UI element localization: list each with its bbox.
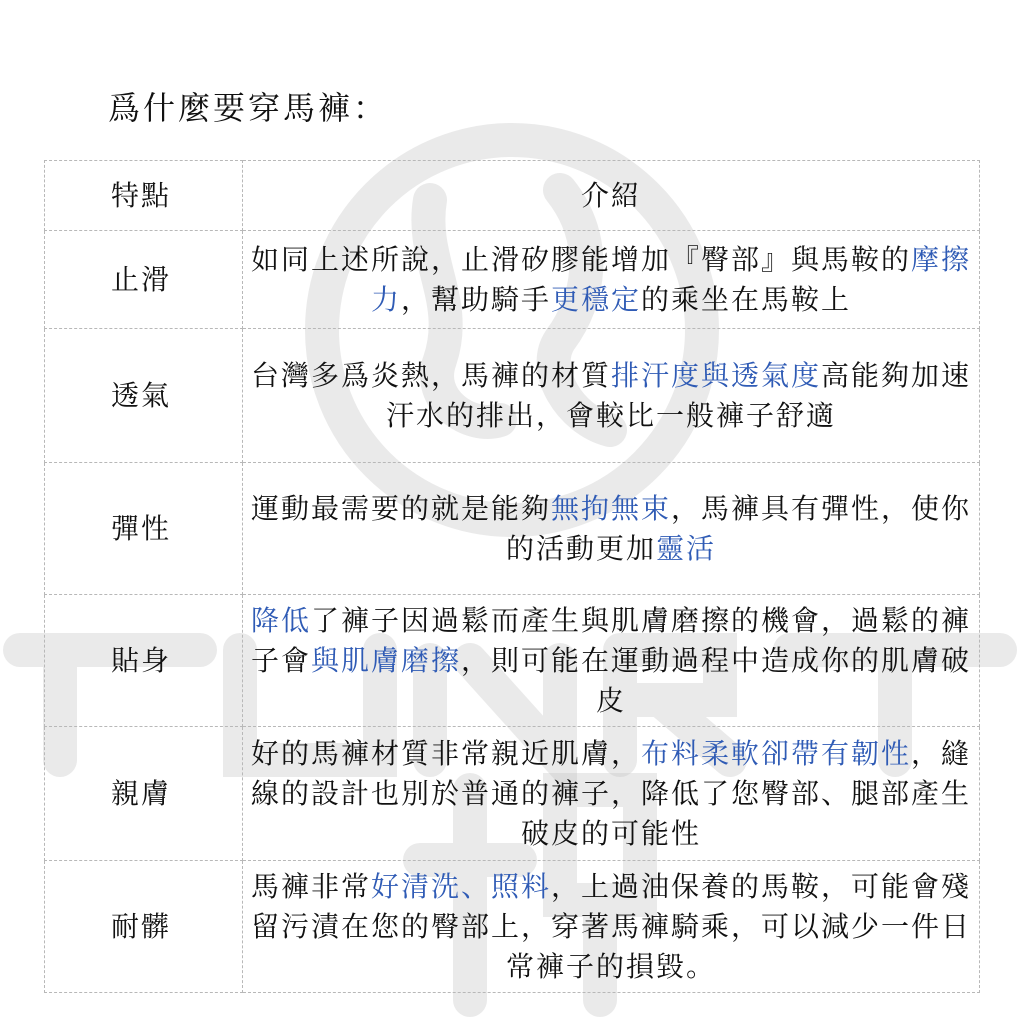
table-row — [45, 463, 980, 595]
description-cell — [243, 595, 980, 727]
description-cell — [243, 861, 980, 993]
description-text: 如同上述所說，止滑矽膠能增加『臀部』與馬鞍的 — [250, 242, 911, 276]
description-cell — [243, 231, 980, 329]
highlight-text: 更穩定 — [551, 282, 642, 316]
description-text: ，縫線的設計也別於普通的褲子，降低了您臀部、腿部產生破皮的可能性 — [250, 736, 972, 850]
feature-cell: 耐髒 — [45, 861, 243, 993]
description-text: 高能夠加速汗水的排出，會較比一般褲子舒適 — [385, 358, 972, 432]
feature-cell: 彈性 — [45, 463, 243, 595]
description-text: 好的馬褲材質非常親近肌膚， — [250, 736, 641, 770]
table-row — [45, 861, 980, 993]
table-row — [45, 595, 980, 727]
column-header-description: 介紹 — [243, 161, 980, 231]
feature-cell: 透氣 — [45, 329, 243, 463]
table-row — [45, 231, 980, 329]
description-cell — [243, 463, 980, 595]
highlight-text: 布料柔軟卻帶有韌性 — [640, 736, 911, 770]
highlight-text: 與肌膚磨擦 — [310, 643, 461, 677]
description-text: 台灣多爲炎熱，馬褲的材質 — [250, 358, 611, 392]
description-text: ，上過油保養的馬鞍，可能會殘留污漬在您的臀部上，穿著馬褲騎乘，可以減少一件日常褲子的損毀。 — [250, 869, 972, 983]
description-text: ，幫助騎手 — [400, 282, 551, 316]
description-text: 了褲子因過鬆而產生與肌膚磨擦的機會，過鬆的褲子會 — [250, 603, 972, 677]
description-cell — [243, 727, 980, 861]
features-table — [44, 160, 980, 993]
highlight-text: 靈活 — [656, 531, 717, 565]
description-text: ，則可能在運動過程中造成你的肌膚破皮 — [461, 643, 972, 717]
column-header-feature: 特點 — [45, 161, 243, 231]
page-title: 爲什麼要穿馬褲： — [108, 89, 389, 127]
description-cell — [243, 329, 980, 463]
description-text: 的乘坐在馬鞍上 — [641, 282, 852, 316]
table-header-row — [45, 161, 980, 231]
description-text: 運動最需要的就是能夠 — [250, 491, 551, 525]
description-text: 馬褲非常 — [250, 869, 371, 903]
feature-cell: 止滑 — [45, 231, 243, 329]
highlight-text: 降低 — [250, 603, 311, 637]
table-row — [45, 329, 980, 463]
description-text: ，馬褲具有彈性，使你的活動更加 — [505, 491, 972, 565]
highlight-text: 好清洗、照料 — [370, 869, 551, 903]
feature-cell: 親膚 — [45, 727, 243, 861]
table-row — [45, 727, 980, 861]
highlight-text: 排汗度與透氣度 — [610, 358, 821, 392]
highlight-text: 摩擦力 — [370, 242, 972, 316]
highlight-text: 無拘無束 — [550, 491, 671, 525]
feature-cell: 貼身 — [45, 595, 243, 727]
